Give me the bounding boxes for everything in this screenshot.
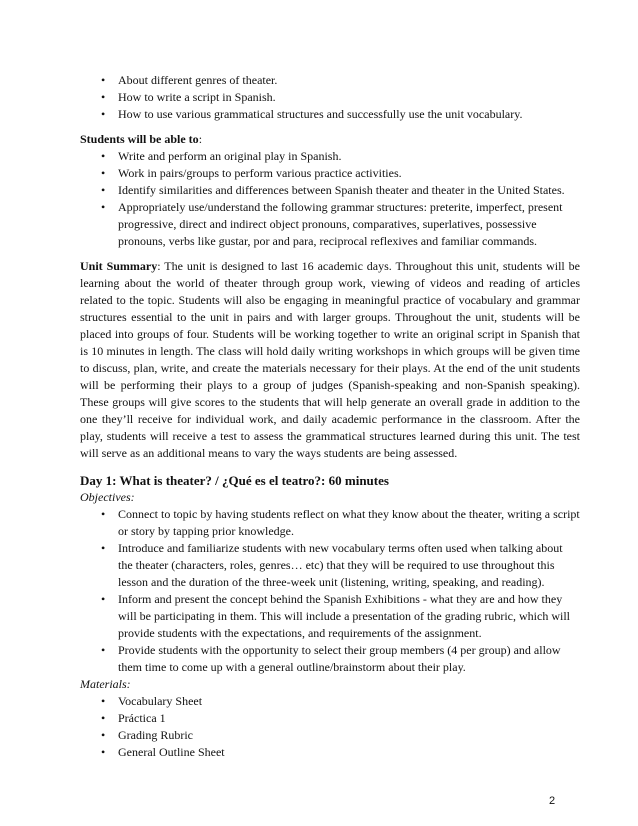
objectives-list xyxy=(80,506,580,676)
materials-list xyxy=(80,693,580,761)
page-number: 2 xyxy=(549,795,556,807)
students-heading-colon: : xyxy=(198,132,203,146)
day1-heading: Day 1: What is theater? / ¿Qué es el teatro?: 60 minutes xyxy=(80,473,389,488)
intro-list xyxy=(80,72,580,123)
page-content xyxy=(80,72,580,761)
list-item: • Práctica 1 xyxy=(80,710,580,727)
list-item: • General Outline Sheet xyxy=(80,744,580,761)
objectives-label: Objectives: xyxy=(80,490,135,504)
list-item: • How to write a script in Spanish. xyxy=(80,89,580,106)
list-item: • How to use various grammatical structures and successfully use the unit vocabulary. xyxy=(80,106,580,123)
summary-text: : The unit is designed to last 16 academic days. Throughout this unit, students will be learning about the world of theater through group work, viewing of videos and reading of articles related to the topic. Students will also be engaging in meaningful practice of vocabulary and grammar structures essential to the unit in pairs and with larger groups. Throughout the unit, students will be placed into groups of four. Students will be working together to write an original script in Spanish that is 10 minutes in length. The class will hold daily writing workshops in which groups will be given time to discuss, plan, write, and create the materials necessary for their plays. At the end of the unit students will be performing their plays to a group of judges (Spanish-speaking and non-Spanish speaking). These groups will give scores to the students that will help generate an overall grade in addition to the one they’ll receive for individual work, and daily academic performance in the classroom. After the play, students will receive a test to assess the grammatical structures learned during this unit. The test will serve as an additional means to vary the ways students are being assessed. xyxy=(80,259,581,460)
list-item: • Vocabulary Sheet xyxy=(80,693,580,710)
materials-label: Materials: xyxy=(80,677,131,691)
list-item: • Inform and present the concept behind the Spanish Exhibitions - what they are and how they will be participating in them. This will include a presentation of the grading rubric, which will provide students with the expectations, and requirements of the assignment. xyxy=(80,591,580,642)
list-item: • Write and perform an original play in Spanish. xyxy=(80,148,580,165)
list-item: • Connect to topic by having students reflect on what they know about the theater, writing a script or story by tapping prior knowledge. xyxy=(80,506,580,540)
list-item: • Introduce and familiarize students with new vocabulary terms often used when talking about the theater (characters, roles, genres… etc) that they will be required to use throughout this lesson and the duration of the three-week unit (listening, writing, speaking, and reading). xyxy=(80,540,580,591)
unit-summary xyxy=(80,258,580,462)
list-item: • Appropriately use/understand the following grammar structures: preterite, imperfect, present progressive, direct and indirect object pronouns, comparatives, superlatives, possessive pronouns, verbs like gustar, por and para, reciprocal reflexives and familiar commands. xyxy=(80,199,580,250)
list-item: • Provide students with the opportunity to select their group members (4 per group) and allow them time to come up with a general outline/brainstorm about their play. xyxy=(80,642,580,676)
list-item: • Work in pairs/groups to perform various practice activities. xyxy=(80,165,580,182)
list-item: • Identify similarities and differences between Spanish theater and theater in the United States. xyxy=(80,182,580,199)
students-list xyxy=(80,148,580,250)
students-heading xyxy=(80,131,580,148)
list-item: • About different genres of theater. xyxy=(80,72,580,89)
summary-label: Unit Summary xyxy=(80,259,158,273)
students-heading-label: Students will be able to xyxy=(80,132,199,146)
list-item: • Grading Rubric xyxy=(80,727,580,744)
